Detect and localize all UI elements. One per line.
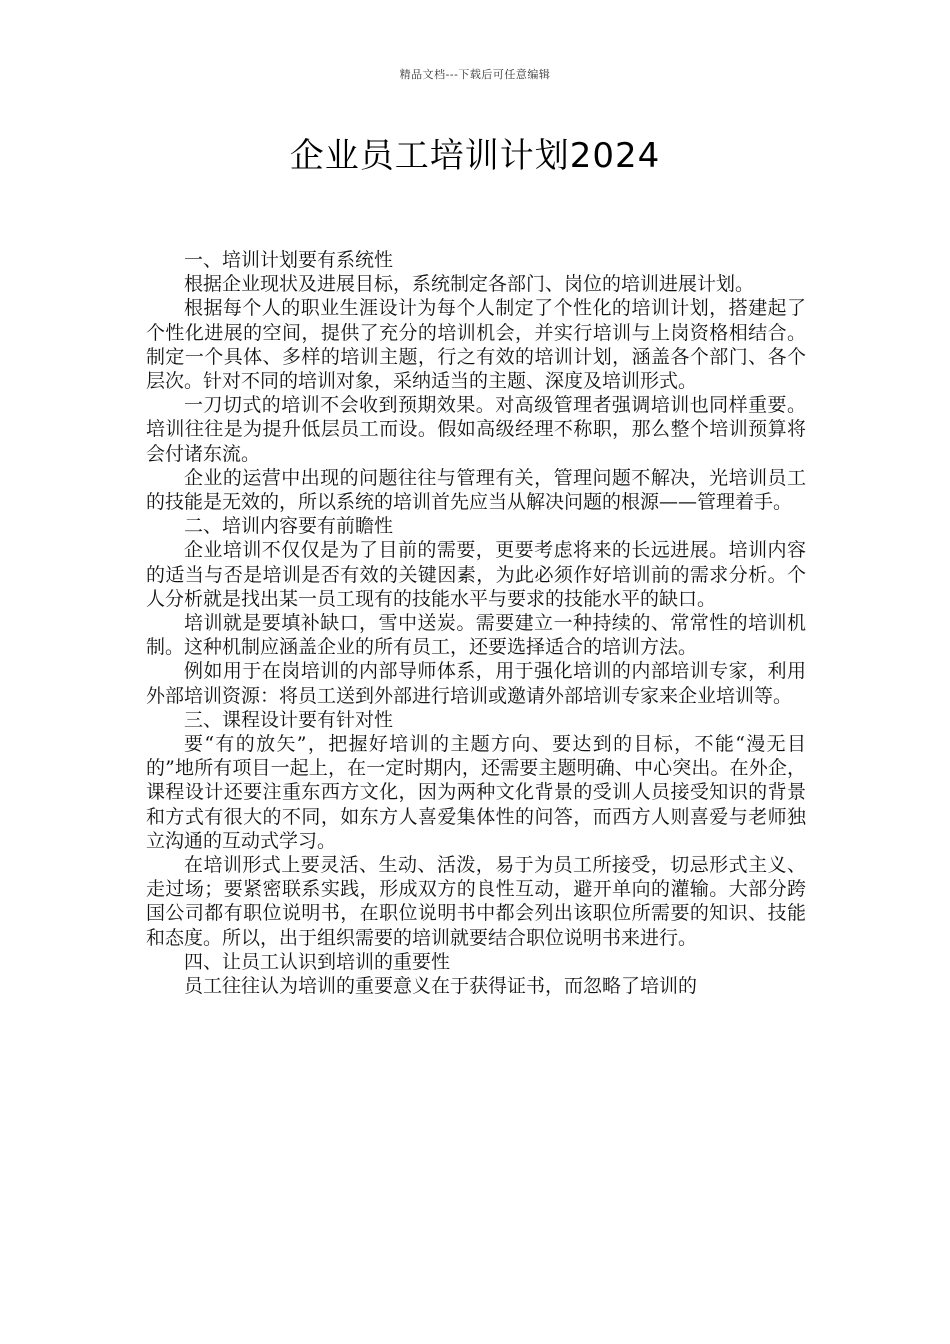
paragraph: 要“有的放矢”，把握好培训的主题方向、要达到的目标，不能“漫无目的”地所有项目一起上，在一定时期内，还需要主题明确、中心突出。在外企，课程设计还要注重东西方文化，因为两种文化背景的受训人员接受知识的背景和方式有很大的不同，如东方人喜爱集体性的问答，而西方人则喜爱与老师独立沟通的互动式学习。	[146, 733, 806, 852]
paragraph: 一刀切式的培训不会收到预期效果。对高级管理者强调培训也同样重要。培训往往是为提升低层员工而设。假如高级经理不称职，那么整个培训预算将会付诸东流。	[146, 394, 806, 465]
paragraph: 培训就是要填补缺口，雪中送炭。需要建立一种持续的、常常性的培训机制。这种机制应涵盖企业的所有员工，还要选择适合的培训方法。	[146, 612, 806, 659]
header-note: 精品文档---下载后可任意编辑	[399, 68, 551, 81]
paragraph: 企业的运营中出现的问题往往与管理有关，管理问题不解决，光培训员工的技能是无效的，所以系统的培训首先应当从解决问题的根源——管理着手。	[146, 466, 806, 514]
paragraph: 企业培训不仅仅是为了目前的需要，更要考虑将来的长远进展。培训内容的适当与否是培训是否有效的关键因素，为此必须作好培训前的需求分析。个人分析就是找出某一员工现有的技能水平与要求的技能水平的缺口。	[146, 539, 806, 610]
paragraph: 在培训形式上要灵活、生动、活泼，易于为员工所接受，切忌形式主义、走过场；要紧密联系实践，形成双方的良性互动，避开单向的灌输。大部分跨国公司都有职位说明书，在职位说明书中都会列出该职位所需要的知识、技能和态度。所以，出于组织需要的培训就要结合职位说明书来进行。	[146, 854, 806, 949]
section-heading: 四、让员工认识到培训的重要性	[184, 950, 451, 973]
paragraph: 员工往往认为培训的重要意义在于获得证书，而忽略了培训的	[184, 975, 698, 998]
document-body	[146, 248, 806, 998]
paragraph: 例如用于在岗培训的内部导师体系，用于强化培训的内部培训专家，利用外部培训资源：将员工送到外部进行培训或邀请外部培训专家来企业培训等。	[146, 660, 806, 707]
section-heading: 一、培训计划要有系统性	[184, 249, 394, 271]
paragraph: 根据每个人的职业生涯设计为每个人制定了个性化的培训计划，搭建起了个性化进展的空间，提供了充分的培训机会，并实行培训与上岗资格相结合。制定一个具体、多样的培训主题，行之有效的培训计划，涵盖各个部门、各个层次。针对不同的培训对象，采纳适当的主题、深度及培训形式。	[146, 297, 806, 393]
paragraph: 根据企业现状及进展目标，系统制定各部门、岗位的培训进展计划。	[184, 273, 755, 296]
section-heading: 二、培训内容要有前瞻性	[184, 515, 394, 538]
document-title: 企业员工培训计划2024	[289, 136, 661, 176]
section-heading: 三、课程设计要有针对性	[184, 708, 394, 731]
